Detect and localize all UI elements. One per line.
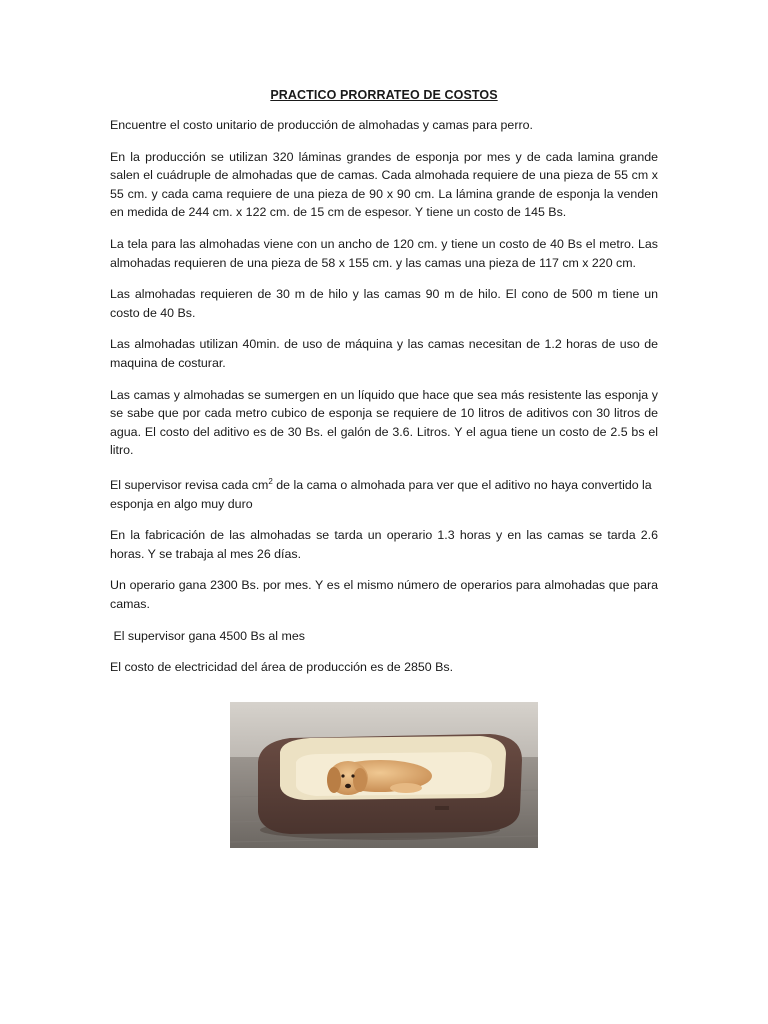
paragraph-sponge: En la producción se utilizan 320 láminas grandes de esponja por mes y de cada lamina grande salen el cuádruple de almohadas que de camas. Cada almohada requiere de una pieza de 55 cm x 55 cm. y cada cama requiere de una pieza de 90 x 90 cm. La lámina grande de esponja la venden en medida de 244 cm. x 122 cm. de 15 cm de espesor. Y tiene un costo de 145 Bs. xyxy=(110,149,658,220)
document-body xyxy=(110,116,658,690)
dog-bed-photo xyxy=(230,702,538,848)
supervisor-text-after: de la cama o almohada para ver que el aditivo no haya convertido la esponja en algo muy duro xyxy=(110,478,652,511)
superscript-2: 2 xyxy=(268,476,273,486)
dog-bed-illustration xyxy=(230,702,538,848)
puppy-eye-right xyxy=(351,774,354,777)
document-title: PRACTICO PRORRATEO DE COSTOS xyxy=(270,88,498,102)
puppy-ear xyxy=(327,767,341,793)
paragraph-machine: Las almohadas utilizan 40min. de uso de máquina y las camas necesitan de 1.2 horas de uso de maquina de costurar. xyxy=(110,337,658,370)
paragraph-additive: Las camas y almohadas se sumergen en un líquido que hace que sea más resistente las esponja y se sabe que por cada metro cubico de esponja se requiere de 10 litros de aditivos con 30 litros de agua. El costo del aditivo es de 30 Bs. el galón de 3.6. Litros. Y el agua tiene un costo de 2.5 bs el litro. xyxy=(110,387,658,458)
paragraph-supervisor-check xyxy=(110,473,658,513)
bed-label xyxy=(435,806,449,810)
paragraph-thread: Las almohadas requieren de 30 m de hilo y las camas 90 m de hilo. El cono de 500 m tiene un costo de 40 Bs. xyxy=(110,287,658,320)
paragraph-wage: Un operario gana 2300 Bs. por mes. Y es el mismo número de operarios para almohadas que para camas. xyxy=(110,578,658,611)
puppy-eye xyxy=(341,774,344,777)
paragraph-supervisor-wage: El supervisor gana 4500 Bs al mes xyxy=(110,628,305,643)
paragraph-electricity: El costo de electricidad del área de producción es de 2850 Bs. xyxy=(110,660,454,675)
puppy-nose xyxy=(345,784,351,788)
supervisor-text-before: El supervisor revisa cada cm xyxy=(110,478,269,493)
puppy-ear-right xyxy=(353,768,367,792)
puppy-paw xyxy=(390,783,422,793)
paragraph-labor-time: En la fabricación de las almohadas se tarda un operario 1.3 horas y en las camas se tarda 2.6 horas. Y se trabaja al mes 26 días. xyxy=(110,528,658,561)
paragraph-intro: Encuentre el costo unitario de producción de almohadas y camas para perro. xyxy=(110,118,533,132)
paragraph-fabric: La tela para las almohadas viene con un ancho de 120 cm. y tiene un costo de 40 Bs el metro. Las almohadas requieren de una pieza de 58 x 155 cm. y las camas una pieza de 117 cm x 220 cm. xyxy=(110,236,658,270)
